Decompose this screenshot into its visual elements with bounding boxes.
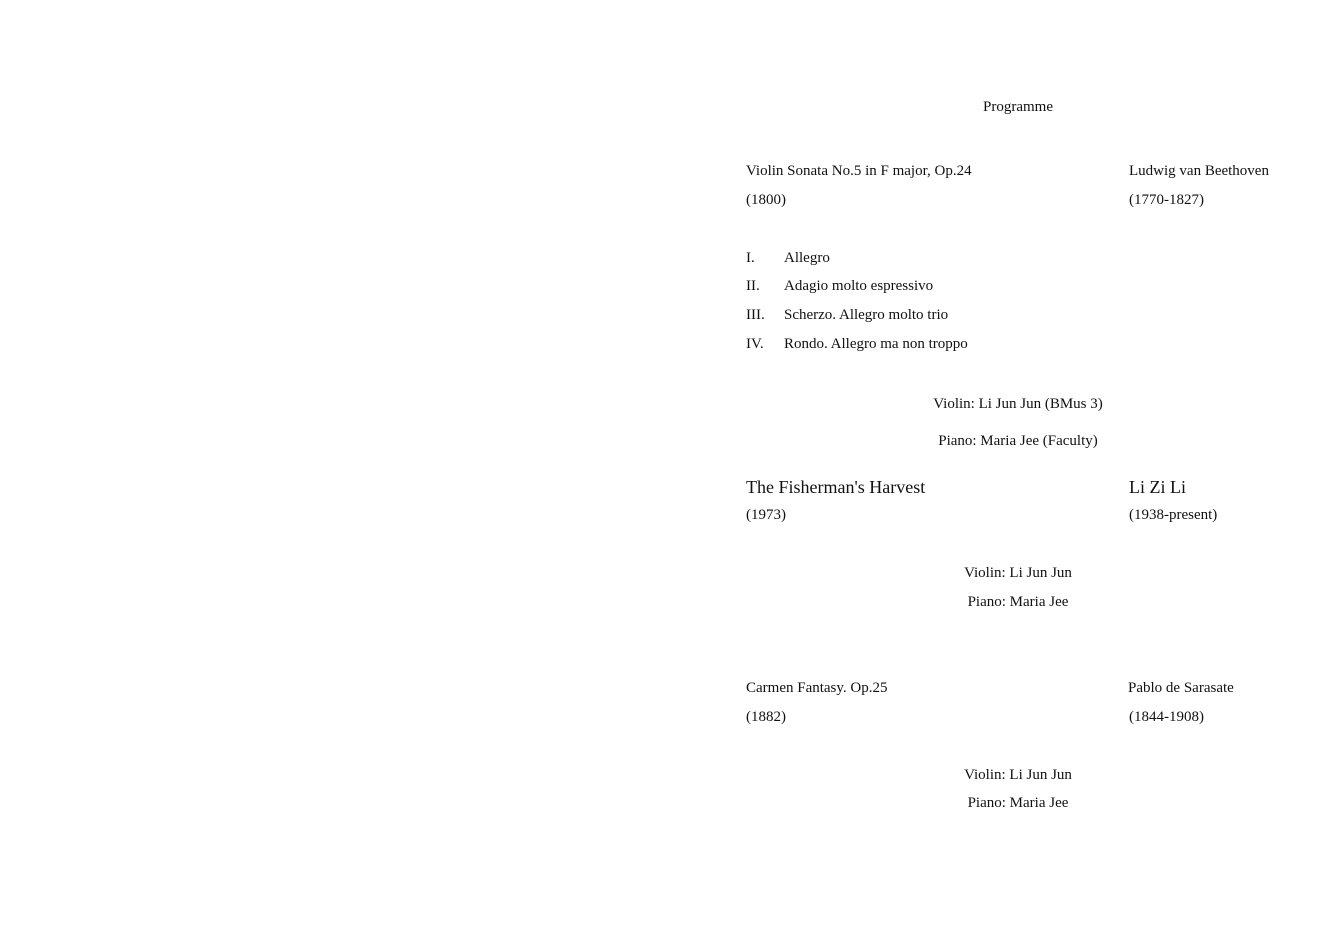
movement-name: Rondo. Allegro ma non troppo [784,336,968,352]
piece-title: Carmen Fantasy. Op.25 [746,680,888,696]
movement-name: Scherzo. Allegro molto trio [784,307,949,323]
performer-piano: Piano: Maria Jee [967,795,1069,811]
movement-numeral: I. [746,250,755,266]
piece-year: (1882) [746,709,786,725]
composer-name: Ludwig van Beethoven [1129,163,1269,179]
performer-piano: Piano: Maria Jee (Faculty) [938,433,1098,449]
composer-name: Pablo de Sarasate [1128,680,1234,696]
movement-name: Allegro [784,250,830,266]
movement-numeral: III. [746,307,765,323]
composer-lifespan: (1770-1827) [1129,192,1204,208]
performer-violin: Violin: Li Jun Jun [964,565,1072,581]
piece-title: The Fisherman's Harvest [746,477,926,497]
piece-year: (1973) [746,507,786,523]
performer-violin: Violin: Li Jun Jun (BMus 3) [933,396,1103,412]
piece-title: Violin Sonata No.5 in F major, Op.24 [746,163,972,179]
performer-violin: Violin: Li Jun Jun [964,767,1072,783]
programme-heading: Programme [983,99,1053,115]
piece-year: (1800) [746,192,786,208]
composer-lifespan: (1844-1908) [1129,709,1204,725]
movement-name: Adagio molto espressivo [784,278,934,294]
performer-piano: Piano: Maria Jee [967,594,1069,610]
movement-numeral: IV. [746,336,764,352]
composer-name: Li Zi Li [1129,477,1186,497]
composer-lifespan: (1938-present) [1129,507,1218,523]
movement-numeral: II. [746,278,760,294]
